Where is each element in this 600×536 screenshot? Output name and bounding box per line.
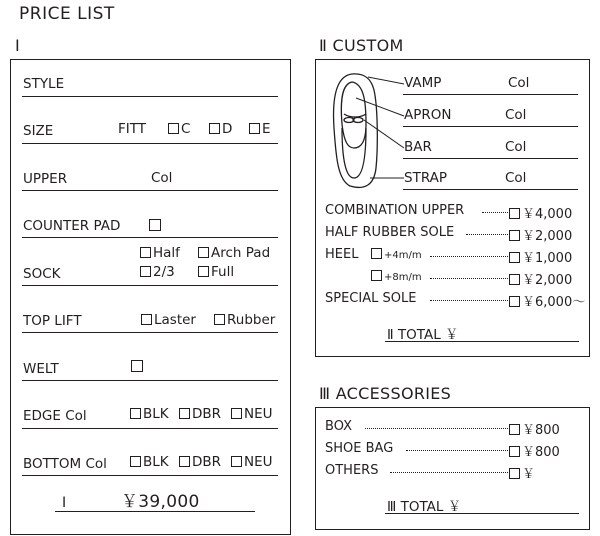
welt-checkbox[interactable] [131,360,143,372]
welt-label: WELT [23,361,59,377]
strap-line [403,189,578,190]
heel-8mm-price-checkbox[interactable] [509,274,520,285]
shoe-bag-label: SHOE BAG [325,441,394,456]
half-rubber-checkbox[interactable] [509,230,520,241]
bottom-option-blk[interactable]: BLK [130,454,169,470]
fitt-option-d[interactable]: D [209,121,232,137]
section-2-total-line [385,341,579,342]
combination-upper-checkbox[interactable] [509,208,520,219]
half-rubber-price[interactable]: ￥2,000 [509,225,572,244]
section-1-total-line [55,511,255,512]
sock-2-3-checkbox[interactable] [140,266,151,277]
section-3-title: Ⅲ ACCESSORIES [319,384,452,403]
apron-label: APRON [404,107,452,123]
top-lift-label: TOP LIFT [23,313,82,329]
edge-col-line [22,428,278,429]
sock-option-full[interactable]: Full [198,264,234,280]
section-1-total-value: ￥39,000 [121,492,200,512]
sock-option-arch-pad[interactable]: Arch Pad [198,245,270,261]
combination-upper-price[interactable]: ￥4,000 [509,203,572,222]
vamp-col-label: Col [508,75,530,91]
edge-blk-checkbox[interactable] [130,408,141,419]
section-1-total-label: Ⅰ [62,495,67,511]
sock-line [22,285,278,286]
shoe-bag-price[interactable]: ￥800 [509,441,560,460]
section-1-title: Ⅰ [15,36,21,55]
edge-option-dbr[interactable]: DBR [179,406,221,422]
others-checkbox[interactable] [509,468,520,479]
bar-col-label: Col [505,139,527,155]
heel-4mm-dots [430,256,508,257]
edge-option-neu[interactable]: NEU [231,406,273,422]
size-label: SIZE [23,123,54,139]
section-3-total-label: Ⅲ TOTAL ￥ [387,499,462,515]
heel-4mm-option[interactable]: +4m/m [371,247,422,262]
half-rubber-label: HALF RUBBER SOLE [325,225,455,240]
special-sole-checkbox[interactable] [509,296,520,307]
combination-dots [482,212,508,213]
bottom-option-neu[interactable]: NEU [231,454,273,470]
special-sole-label: SPECIAL SOLE [325,291,417,306]
sock-arch-pad-checkbox[interactable] [198,247,209,258]
edge-neu-checkbox[interactable] [231,408,242,419]
style-label: STYLE [23,76,65,92]
heel-4mm-price: ￥1,000 [509,247,572,266]
fitt-option-e[interactable]: E [249,121,271,137]
edge-option-blk[interactable]: BLK [130,406,169,422]
style-line [22,96,278,97]
fitt-c-checkbox[interactable] [168,123,179,134]
half-rubber-dots [466,234,508,235]
top-lift-rubber-checkbox[interactable] [214,314,225,325]
upper-label: UPPER [23,171,68,187]
page-title: PRICE LIST [19,4,115,24]
fitt-label: FITT [118,121,147,137]
fitt-d-checkbox[interactable] [209,123,220,134]
bottom-col-label: BOTTOM Col [23,456,107,472]
shoe-bag-checkbox[interactable] [509,446,520,457]
heel-8mm-option[interactable]: +8m/m [371,269,422,284]
bottom-col-line [22,475,278,476]
apron-col-label: Col [505,107,527,123]
upper-line [22,190,278,191]
top-lift-line [22,332,278,333]
bottom-dbr-checkbox[interactable] [179,456,190,467]
edge-dbr-checkbox[interactable] [179,408,190,419]
box-label: BOX [325,419,352,434]
heel-4mm-checkbox[interactable] [371,248,382,259]
others-price[interactable]: ￥ [509,463,535,482]
vamp-line [403,94,578,95]
shoe-bag-dots [406,450,508,451]
top-lift-option-laster[interactable]: Laster [141,312,196,328]
bar-label: BAR [404,139,432,155]
vamp-label: VAMP [404,75,442,91]
fitt-option-c[interactable]: C [168,121,190,137]
fitt-e-checkbox[interactable] [249,123,260,134]
sock-option-2-3[interactable]: 2/3 [140,264,175,280]
bar-line [403,158,578,159]
special-sole-price[interactable]: ￥6,000～ [509,291,585,310]
strap-label: STRAP [404,170,448,186]
box-checkbox[interactable] [509,424,520,435]
combination-upper-label: COMBINATION UPPER [325,203,465,218]
counter-pad-line [22,237,278,238]
special-sole-dots [430,300,508,301]
sock-label: SOCK [23,266,61,282]
welt-line [22,380,278,381]
sock-full-checkbox[interactable] [198,266,209,277]
sock-option-half[interactable]: Half [140,245,180,261]
section-2-title: Ⅱ CUSTOM [319,36,404,55]
bottom-option-dbr[interactable]: DBR [179,454,221,470]
heel-8mm-dots [430,278,508,279]
upper-col-label: Col [151,170,173,186]
others-dots [390,472,508,473]
counter-pad-label: COUNTER PAD [23,218,121,234]
heel-8mm-checkbox[interactable] [371,270,382,281]
heel-4mm-price-checkbox[interactable] [509,252,520,263]
others-label: OTHERS [325,463,379,478]
bottom-neu-checkbox[interactable] [231,456,242,467]
counter-pad-checkbox[interactable] [149,219,161,231]
heel-label: HEEL [325,247,359,262]
top-lift-option-rubber[interactable]: Rubber [214,312,275,328]
box-dots [365,428,508,429]
heel-8mm-price: ￥2,000 [509,269,572,288]
size-line [22,143,278,144]
bottom-blk-checkbox[interactable] [130,456,141,467]
section-2-total-label: Ⅱ TOTAL ￥ [387,327,459,343]
sock-half-checkbox[interactable] [140,247,151,258]
strap-col-label: Col [505,170,527,186]
section-3-total-line [385,513,579,514]
loafer-icon [328,68,406,194]
top-lift-laster-checkbox[interactable] [141,314,152,325]
box-price[interactable]: ￥800 [509,419,560,438]
apron-line [403,126,578,127]
edge-col-label: EDGE Col [23,408,87,424]
